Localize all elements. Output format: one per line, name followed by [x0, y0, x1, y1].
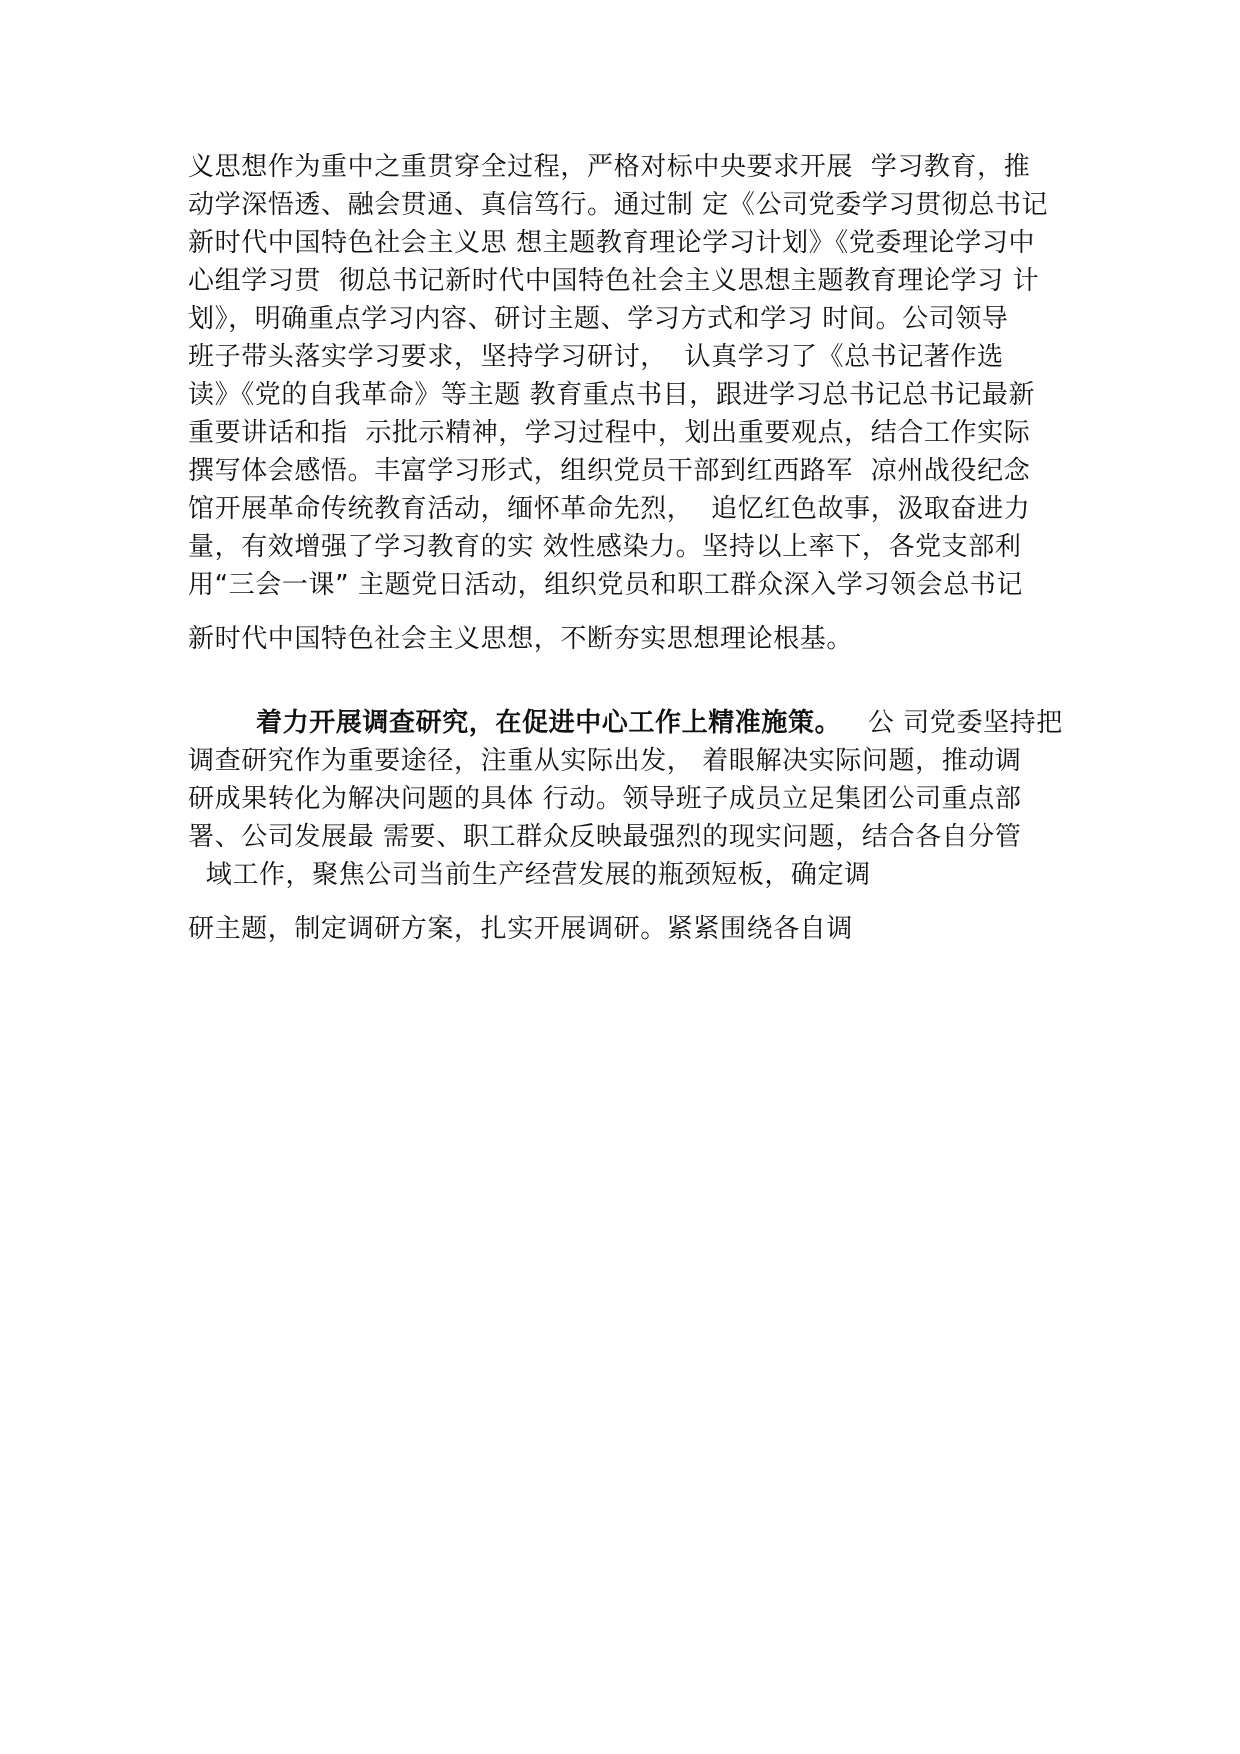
paragraph-2-line-6: 研主题，制定调研方案，扎实开展调研。紧紧围绕各自调 — [188, 914, 854, 944]
paragraph-1-line-6: 班子带头落实学习要求，坚持学习研讨， 认真学习了《总书记著作选 — [188, 342, 1004, 372]
paragraph-1-line-10: 馆开展革命传统教育活动，缅怀革命先烈， 追忆红色故事，汲取奋进力 — [188, 494, 1031, 524]
paragraph-1-line-7: 读》《党的自我革命》等主题 教育重点书目，跟进学习总书记总书记最新 — [188, 380, 1036, 410]
paragraph-2-line-5: 域工作，聚焦公司当前生产经营发展的瓶颈短板，确定调 — [188, 860, 871, 890]
paragraph-2-line-2: 调查研究作为重要途径，注重从实际出发， 着眼解决实际问题，推动调 — [188, 746, 1022, 776]
paragraph-1-line-4: 心组学习贯 彻总书记新时代中国特色社会主义思想主题教育理论学习 计 — [188, 266, 1040, 296]
paragraph-1-line-8: 重要讲话和指 示批示精神，学习过程中，划出重要观点，结合工作实际 — [188, 418, 1031, 448]
paragraph-2-line-4: 署、公司发展最 需要、职工群众反映最强烈的现实问题，结合各自分管 — [188, 822, 1022, 852]
paragraph-2-first-line-text: 公 司党委坚持把 — [867, 708, 1063, 738]
paragraph-2-lead-heading: 着力开展调查研究，在促进中心工作上精准施策。 — [256, 708, 842, 738]
paragraph-1-line-1: 义思想作为重中之重贯穿全过程，严格对标中央要求开展 学习教育，推 — [188, 152, 1031, 182]
paragraph-1-line-3: 新时代中国特色社会主义思 想主题教育理论学习计划》《党委理论学习中 — [188, 228, 1036, 258]
paragraph-1-line-12: 用“三会一课” 主题党日活动，组织党员和职工群众深入学习领会总书记 — [188, 570, 1024, 600]
paragraph-2-first-line — [256, 706, 1063, 740]
paragraph-1-line-11: 量，有效增强了学习教育的实 效性感染力。坚持以上率下，各党支部利 — [188, 532, 1022, 562]
paragraph-1-line-13: 新时代中国特色社会主义思想，不断夯实思想理论根基。 — [188, 624, 854, 654]
paragraph-2-line-3: 研成果转化为解决问题的具体 行动。领导班子成员立足集团公司重点部 — [188, 784, 1022, 814]
paragraph-1-line-2: 动学深悟透、融会贯通、真信笃行。通过制 定《公司党委学习贯彻总书记 — [188, 190, 1049, 220]
paragraph-1-line-5: 划》，明确重点学习内容、研讨主题、学习方式和学习 时间。公司领导 — [188, 304, 1009, 334]
paragraph-1-line-9: 撰写体会感悟。丰富学习形式，组织党员干部到红西路军 凉州战役纪念 — [188, 456, 1031, 486]
